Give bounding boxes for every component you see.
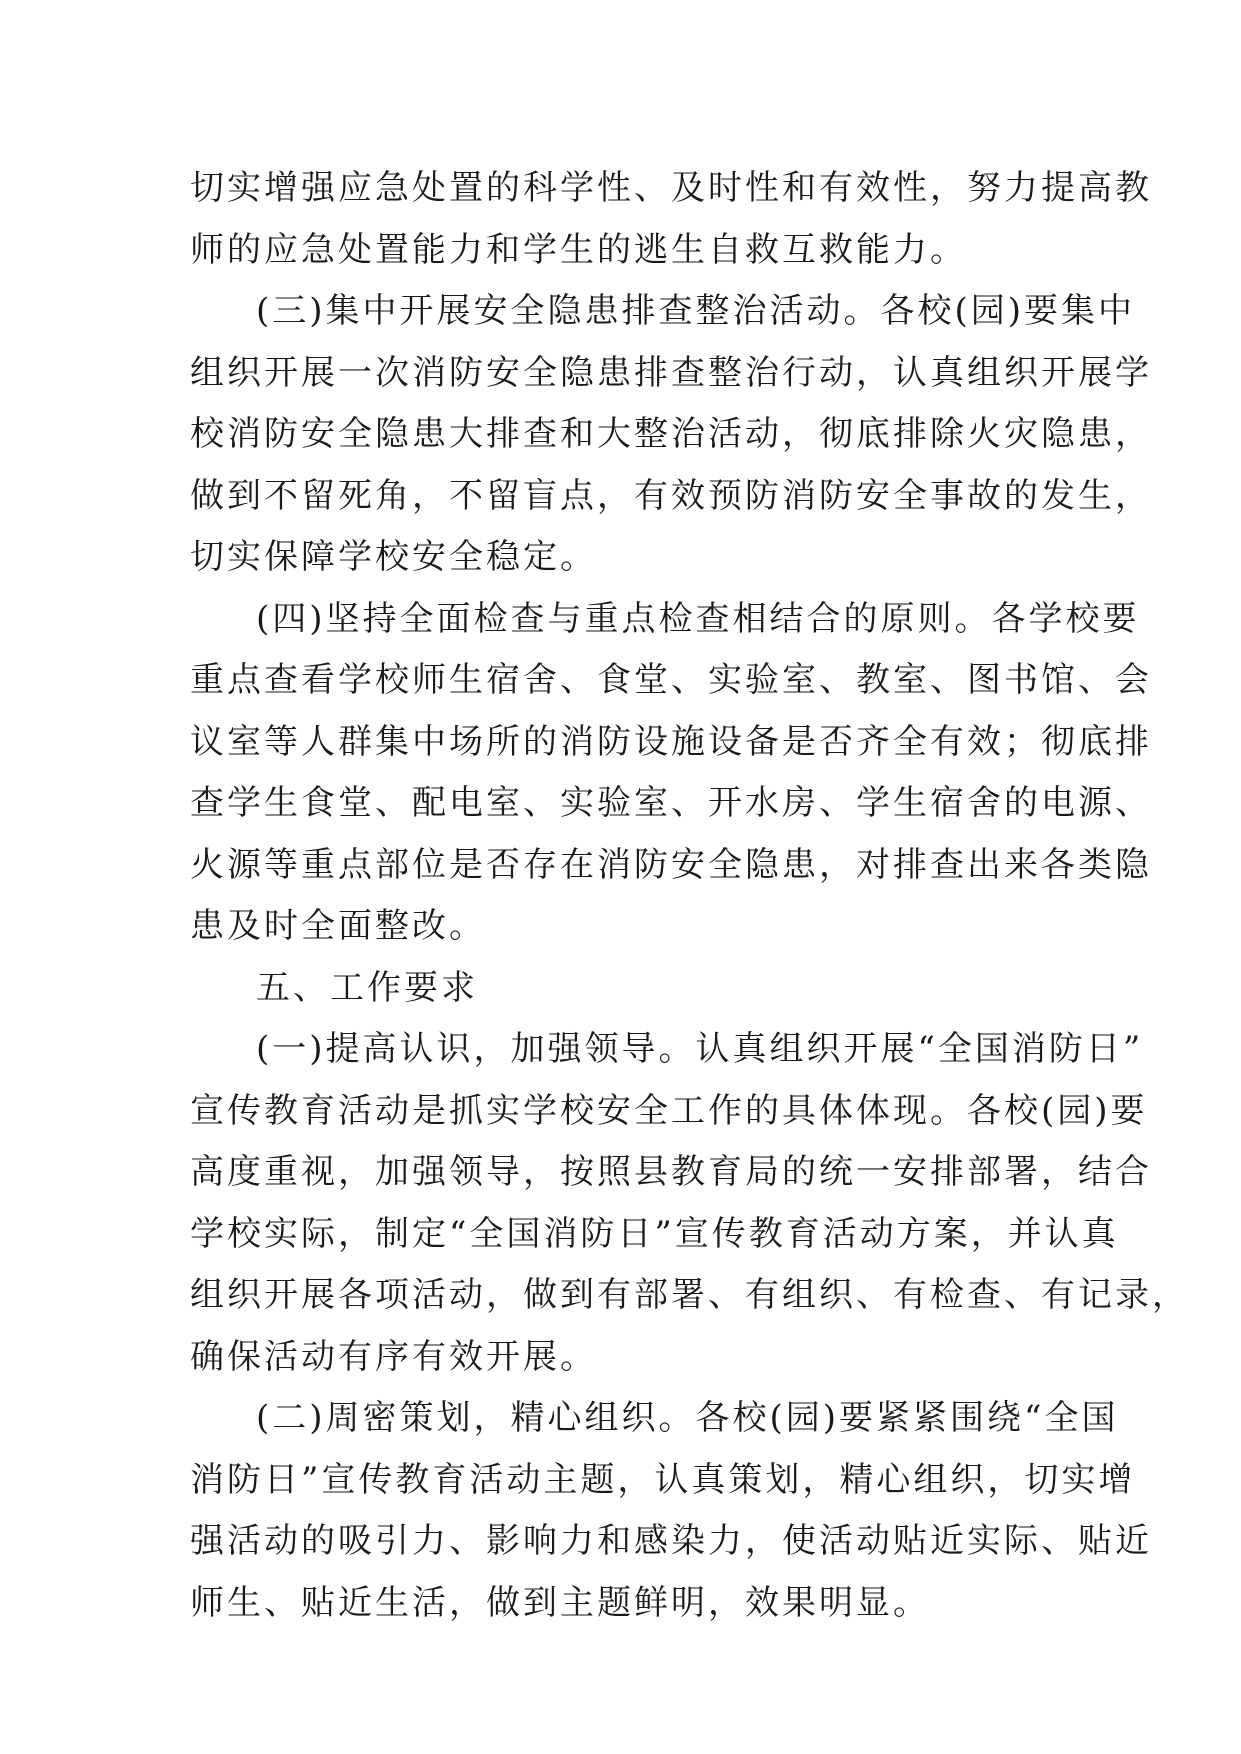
section-heading-line: (四)坚持全面检查与重点检查相结合的原则。各学校要 (256, 598, 1140, 639)
document-body (190, 158, 1189, 1634)
text-line: 患及时全面整改。 (190, 906, 486, 946)
text-line: 宣传教育活动是抓实学校安全工作的具体体现。各校(园)要 (190, 1090, 1148, 1131)
text-line: 重点查看学校师生宿舍、食堂、实验室、教室、图书馆、会 (190, 660, 1152, 700)
text-line: 做到不留死角，不留盲点，有效预防消防安全事故的发生， (190, 475, 1152, 516)
text-line: 强活动的吸引力、影响力和感染力，使活动贴近实际、贴近 (190, 1521, 1152, 1561)
section-heading-line: (三)集中开展安全隐患排查整治活动。各校(园)要集中 (256, 291, 1136, 331)
text-line: 消防日”宣传教育活动主题，认真策划，精心组织，切实增 (190, 1459, 1136, 1500)
text-line: 组织开展各项活动，做到有部署、有组织、有检查、有记录， (190, 1275, 1189, 1315)
chapter-heading: 五、工作要求 (256, 967, 478, 1008)
text-line: 组织开展一次消防安全隐患排查整治行动，认真组织开展学 (190, 352, 1152, 393)
text-line: 议室等人群集中场所的消防设施设备是否齐全有效；彻底排 (190, 721, 1152, 762)
text-line: 火源等重点部位是否存在消防安全隐患，对排查出来各类隐 (190, 844, 1152, 885)
text-line: 学校实际，制定“全国消防日”宣传教育活动方案，并认真 (190, 1213, 1119, 1254)
text-line: 查学生食堂、配电室、实验室、开水房、学生宿舍的电源、 (190, 783, 1152, 823)
section-heading-line: (一)提高认识，加强领导。认真组织开展“全国消防日” (256, 1029, 1144, 1069)
text-line: 师的应急处置能力和学生的逃生自救互救能力。 (190, 229, 967, 270)
text-line: 师生、贴近生活，做到主题鲜明，效果明显。 (190, 1582, 930, 1623)
text-line: 切实增强应急处置的科学性、及时性和有效性，努力提高教 (190, 168, 1152, 208)
text-line: 高度重视，加强领导，按照县教育局的统一安排部署，结合 (190, 1152, 1152, 1192)
section-heading-line: (二)周密策划，精心组织。各校(园)要紧紧围绕“全国 (256, 1398, 1119, 1438)
text-line: 校消防安全隐患大排查和大整治活动，彻底排除火灾隐患， (190, 414, 1152, 454)
text-line: 确保活动有序有效开展。 (190, 1336, 597, 1377)
text-line: 切实保障学校安全稳定。 (190, 537, 597, 577)
